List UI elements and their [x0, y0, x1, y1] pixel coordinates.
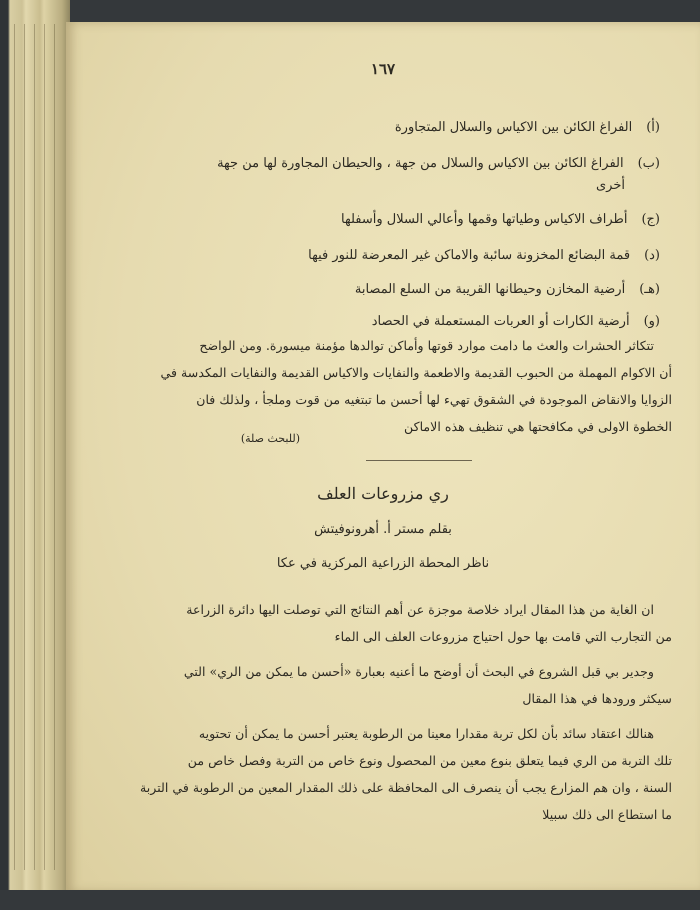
- scan-bottom-border: [0, 890, 700, 910]
- paragraph: [92, 720, 672, 828]
- list-item: [217, 156, 660, 171]
- list-item: [341, 212, 660, 227]
- list-text: أرضية المخازن وحيطانها القريبة من السلع المصابة: [354, 282, 626, 297]
- paragraph-line: سيكثر ورودها في هذا المقال: [522, 691, 672, 706]
- list-text: أرضية الكارات أو العربات المستعملة في الحصاد: [371, 314, 630, 329]
- book-page-edges: [0, 0, 70, 910]
- list-text: قمة البضائع المخزونة سائبة والاماكن غير المعرضة للنور فيها: [308, 248, 631, 263]
- paragraph-line: أن الاكوام المهملة من الحبوب القديمة والاطعمة والنفايات والاكياس القديمة والنفايات المكدسة في: [160, 365, 672, 380]
- list-marker: (هـ): [639, 282, 660, 297]
- list-marker: (و): [643, 314, 660, 329]
- article-author: بقلم مستر أ. أهرونوفيتش: [314, 522, 452, 537]
- list-marker: (د): [644, 248, 660, 263]
- list-item: [308, 248, 660, 263]
- list-marker: (ب): [637, 156, 660, 171]
- paragraph-line: تتكاثر الحشرات والعث ما دامت موارد قوتها وأماكن توالدها مؤمنة ميسورة. ومن الواضح: [199, 338, 654, 353]
- list-marker: (أ): [646, 120, 660, 135]
- article-title: ري مزروعات العلف: [317, 484, 449, 503]
- paragraph: [92, 658, 672, 712]
- paragraph-line: هنالك اعتقاد سائد بأن لكل تربة مقدارا معينا من الرطوبة يعتبر أحسن ما يمكن أن تحتويه: [198, 726, 654, 741]
- article-author-position: ناظر المحطة الزراعية المركزية في عكا: [276, 556, 490, 571]
- paragraph-line: وجدير بي قبل الشروع في البحث أن أوضح ما أعنيه بعبارة «أحسن ما يمكن من الري» التي: [183, 664, 654, 679]
- list-text: الفراغ الكائن بين الاكياس والسلال من جهة ، والحيطان المجاورة لها من جهة: [217, 156, 624, 171]
- list-item: [395, 120, 660, 135]
- list-text: أخرى: [596, 178, 625, 193]
- paragraph: [92, 332, 672, 440]
- list-item: [355, 282, 660, 297]
- list-text: أطراف الاكياس وطياتها وقمها وأعالي السلال وأسفلها: [341, 212, 628, 227]
- list-text: الفراغ الكائن بين الاكياس والسلال المتجاورة: [394, 120, 633, 135]
- paragraph: [92, 596, 672, 650]
- page-number: ١٦٧: [370, 60, 396, 78]
- paragraph-line: ما استطاع الى ذلك سبيلا: [542, 807, 672, 822]
- paragraph-line: ان الغاية من هذا المقال ايراد خلاصة موجزة عن أهم النتائج التي توصلت اليها دائرة الزراعة: [186, 602, 654, 617]
- list-marker: (ج): [641, 212, 660, 227]
- list-item: [372, 314, 660, 329]
- paragraph-line: السنة ، وان هم المزارع يجب أن ينصرف الى المحافظة على ذلك المقدار المعين من الرطوبة في التربة: [139, 780, 672, 795]
- paragraph-line: الزوايا والانقاض الموجودة في الشقوق تهيء لها أحسن ما تبتغيه من قوت وملجأ ، ولذلك فان: [196, 392, 672, 407]
- paragraph-line: تلك التربة من الري فيما يتعلق بنوع معين من المحصول ونوع خاص من التربة وفصل خاص من: [187, 753, 672, 768]
- list-item-continuation: [596, 178, 625, 193]
- book-page: [66, 22, 700, 892]
- paragraph-line: الخطوة الاولى في مكافحتها هي تنظيف هذه الاماكن: [404, 419, 672, 434]
- section-divider: [366, 460, 472, 461]
- paragraph-line: من التجارب التي قامت بها حول احتياج مزروعات العلف الى الماء: [334, 629, 672, 644]
- continued-note: (للبحث صلة): [240, 432, 300, 445]
- scan-top-border: [0, 0, 700, 22]
